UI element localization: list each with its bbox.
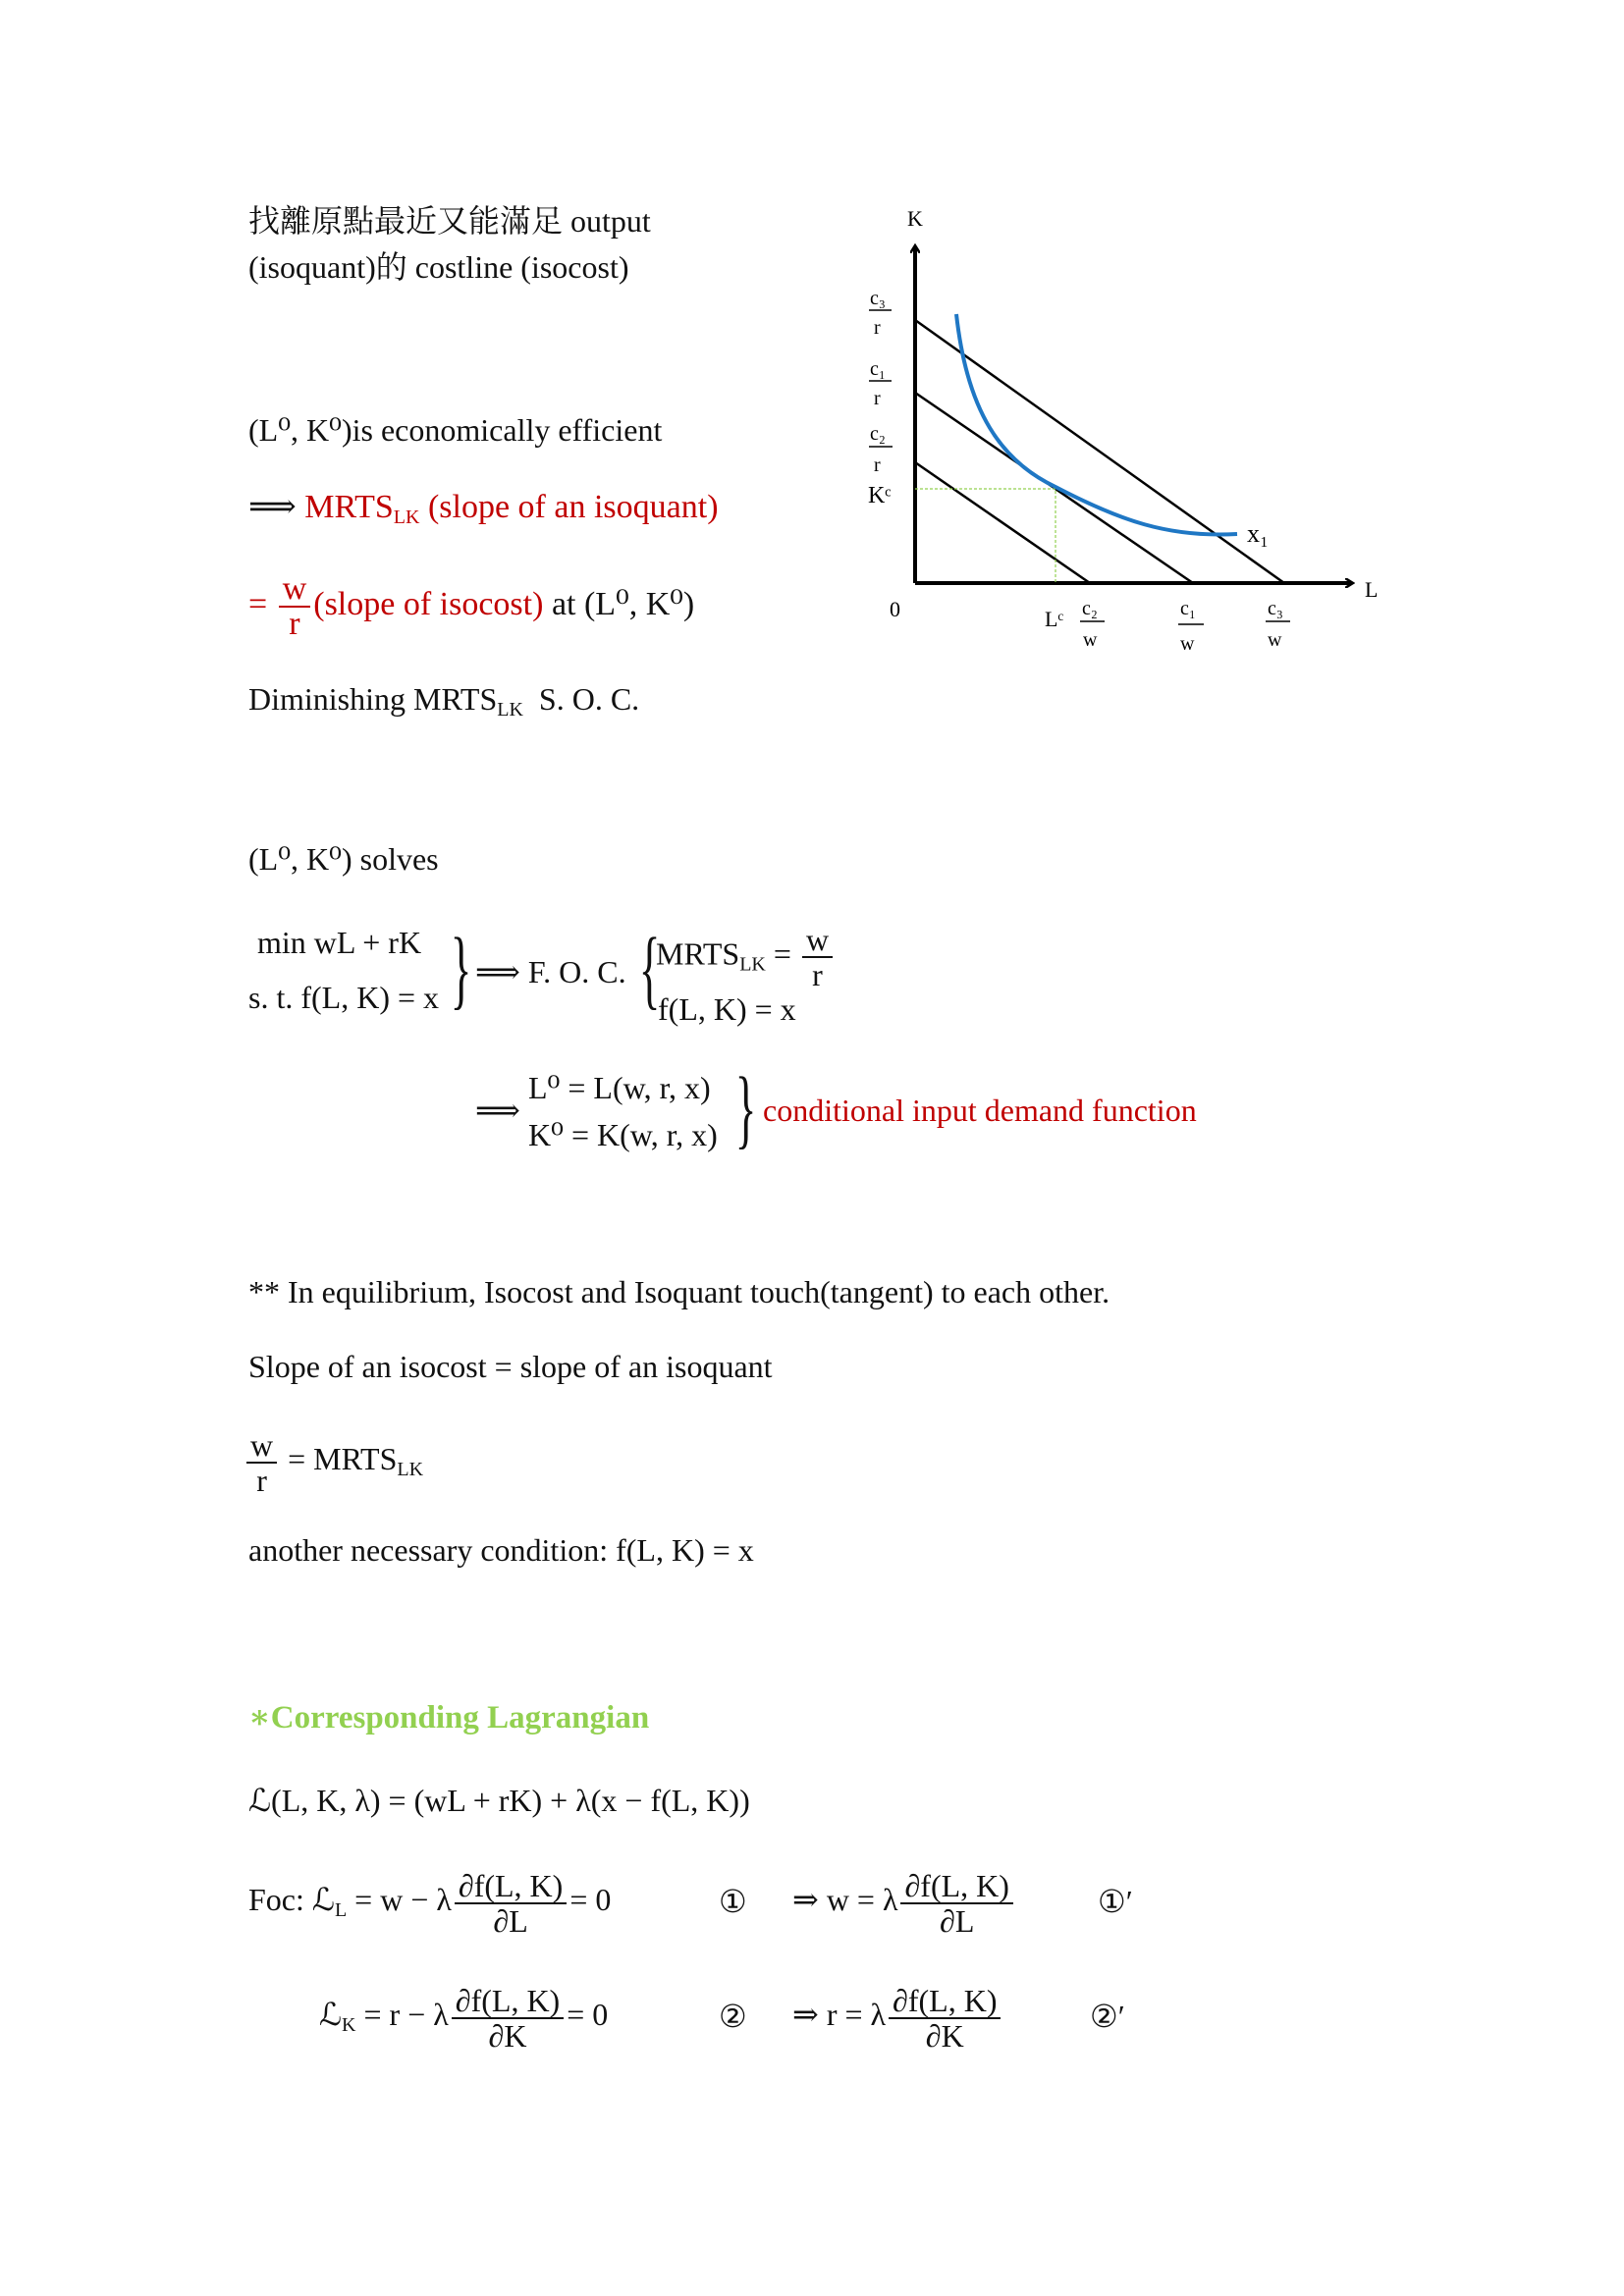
foc-condition-1: $MRTS_{LK}$ = $\frac{w}{r}$: [656, 923, 836, 993]
isoquant-x1: [956, 314, 1237, 535]
x-tick-c3-w: [1266, 598, 1290, 651]
svg-text:c₂: c₂: [1082, 598, 1098, 619]
w-r-mrts: $\frac{w}{r}$ = $MRTS_{LK}$: [244, 1427, 423, 1501]
y-tick-c3-r: [869, 288, 892, 339]
mrts-line: [248, 488, 719, 537]
lagrangian-heading: ∗Corresponding Lagrangian: [248, 1700, 650, 1735]
implies-arrow: ⟹: [248, 489, 297, 525]
equation-tag-2: ②: [719, 1999, 747, 2034]
mrts-label: $MRTS_{LK}$: [304, 489, 420, 528]
kc-label: Kᶜ: [868, 483, 892, 508]
solution-K: K⁰ = K(w, r, x): [528, 1117, 718, 1152]
isocost-c3: [915, 320, 1284, 583]
isoquant-label: x₁: [1247, 519, 1270, 548]
objective: min wL + rK: [257, 925, 422, 960]
svg-text:r: r: [874, 317, 881, 339]
constraint: s. t. f(L, K) = x: [248, 980, 440, 1015]
solves-line: (L⁰, K⁰) solves: [248, 841, 439, 877]
equals: =: [248, 585, 268, 622]
right-brace: }: [450, 921, 472, 1018]
svg-text:w: w: [1268, 629, 1282, 651]
svg-text:w: w: [1083, 629, 1098, 651]
foc-condition-2: f(L, K) = x: [658, 991, 796, 1027]
slope-equality: Slope of an isocost = slope of an isoquant: [248, 1349, 773, 1384]
svg-text:r: r: [874, 454, 881, 476]
equation-tag-1-prime: ①′: [1098, 1884, 1133, 1919]
soc-line: Diminishing $MRTS_{LK}$ S. O. C.: [248, 681, 640, 721]
origin-label: 0: [890, 597, 900, 621]
foc-label: ⟹ F. O. C.: [475, 954, 626, 989]
x-axis-label: L: [1365, 577, 1379, 602]
y-tick-c1-r: [869, 358, 892, 409]
foc-row-2: ℒ$_K$ = r − λ $\frac{\partial f(L, K)}{\partial K}$ = 0: [319, 1982, 609, 2054]
isoquant-note: (slope of an isoquant): [427, 489, 719, 525]
lc-label: Lᶜ: [1045, 607, 1064, 631]
equilibrium-note: ** In equilibrium, Isocost and Isoquant touch(tangent) to each other.: [248, 1274, 1110, 1309]
svg-text:c₃: c₃: [1268, 598, 1283, 619]
solution-brace: }: [734, 1060, 757, 1157]
solution-L: L⁰ = L(w, r, x): [528, 1070, 711, 1105]
svg-text:c₁: c₁: [870, 358, 886, 380]
x-tick-c1-w: [1178, 598, 1204, 655]
svg-text:c₃: c₃: [870, 288, 886, 309]
svg-text:r: r: [874, 388, 881, 409]
svg-text:w: w: [1180, 633, 1195, 655]
y-tick-c2-r: [869, 423, 893, 476]
solution-arrow: ⟹: [475, 1093, 520, 1128]
equation-tag-1: ①: [719, 1884, 747, 1919]
intro-line-2: (isoquant)的 costline (isocost): [248, 249, 629, 285]
foc-row-2-solved: ⇒ r = λ $\frac{\partial f(L, K)}{\partial K}$: [792, 1983, 1003, 2053]
conditional-demand-label: conditional input demand function: [763, 1093, 1197, 1128]
isocost-line: [248, 572, 694, 641]
intro-line-1: 找離原點最近又能滿足 output: [248, 203, 651, 239]
isocost-note: (slope of isocost): [313, 585, 544, 622]
equation-tag-2-prime: ②′: [1090, 1999, 1125, 2034]
at-point: at (L⁰, K⁰): [551, 585, 695, 622]
left-brace: {: [638, 921, 661, 1018]
foc-row-1-solved: ⇒ w = λ $\frac{\partial f(L, K)}{\partial L}$: [792, 1868, 1016, 1938]
y-axis-label: K: [907, 206, 923, 231]
efficiency-statement: (L⁰, K⁰)is economically efficient: [248, 412, 663, 448]
x-tick-c2-w: [1080, 598, 1105, 651]
w-over-r: $\frac{w}{r}$: [279, 572, 311, 641]
foc-row-1: Foc: ℒ$_L$ = w − λ $\frac{\partial f(L, K)}{\partial L}$ = 0: [248, 1867, 612, 1939]
isocost-isoquant-diagram: [844, 187, 1394, 677]
svg-text:c₁: c₁: [1180, 598, 1196, 619]
another-condition: another necessary condition: f(L, K) = x: [248, 1532, 754, 1568]
guide-kc: [915, 489, 1056, 583]
svg-text:c₂: c₂: [870, 423, 886, 445]
isocost-c2: [915, 462, 1090, 583]
lagrangian-definition: ℒ(L, K, λ) = (wL + rK) + λ(x − f(L, K)): [248, 1783, 750, 1818]
